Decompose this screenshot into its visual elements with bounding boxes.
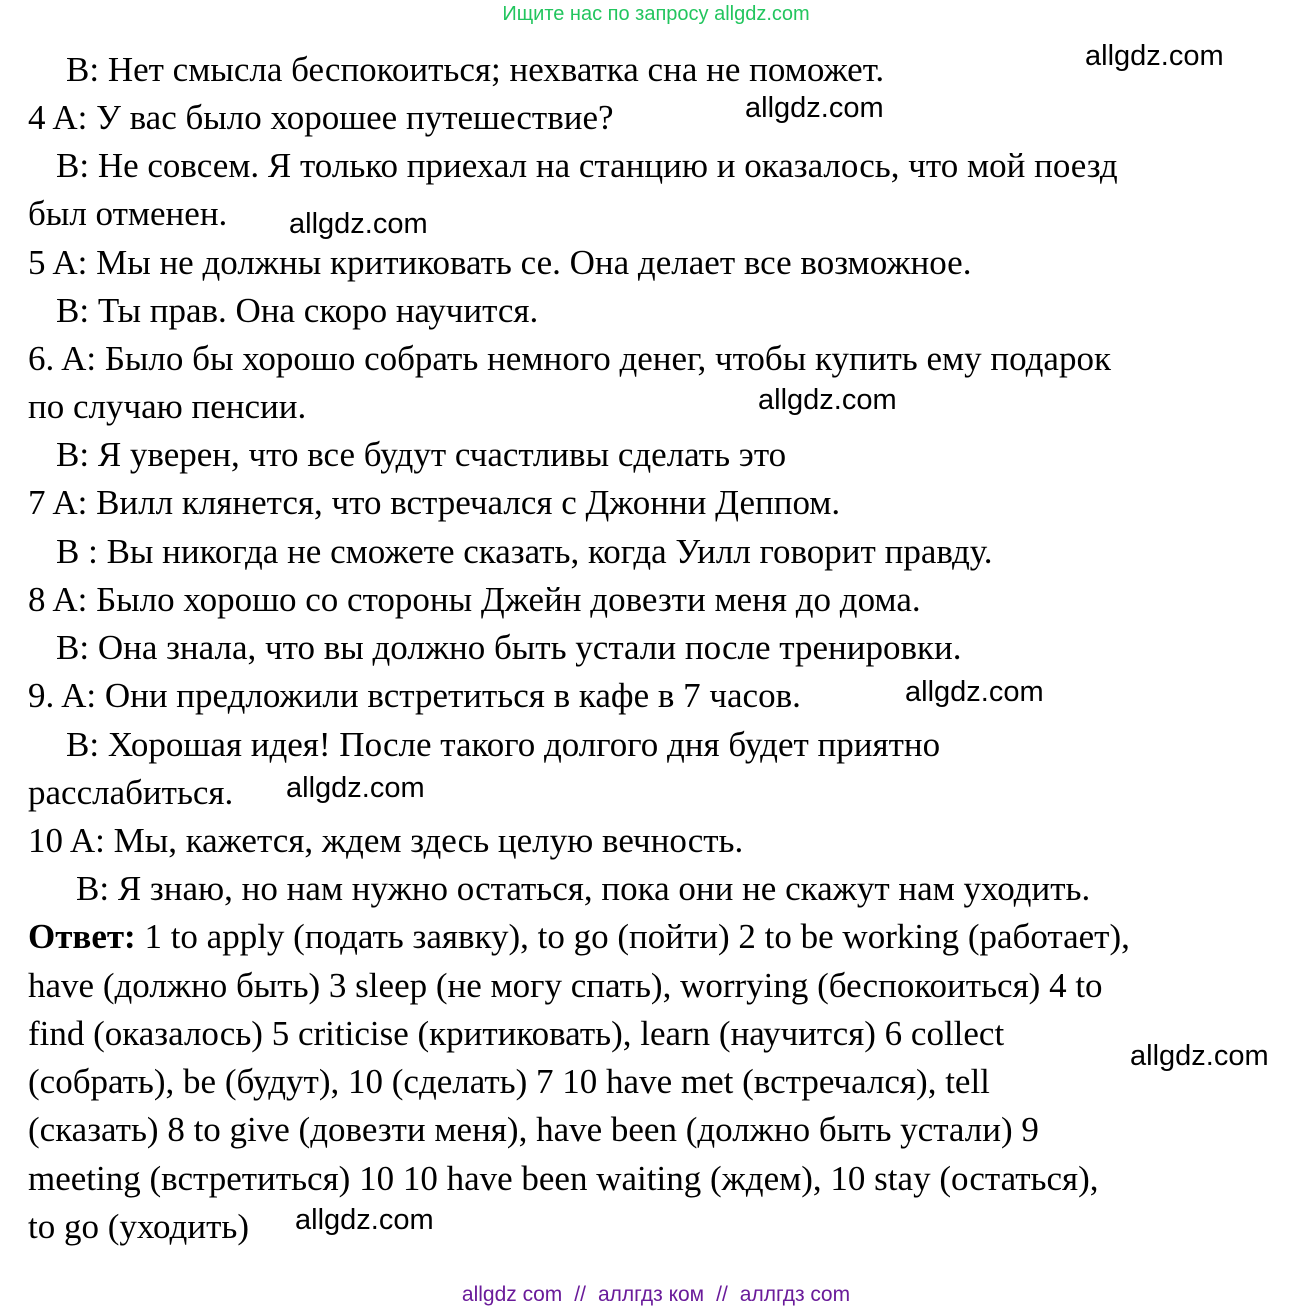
footer-link[interactable]: аллгдз com [739,1283,851,1306]
dialogue-line: B: Ты прав. Она скоро научится. [56,291,539,330]
watermark: allgdz.com [286,772,425,804]
watermark: allgdz.com [745,92,884,124]
dialogue-line: B: Хорошая идея! После такого долгого дня будет приятно [66,725,941,764]
dialogue-line: 6. A: Было бы хорошо собрать немного денег, чтобы купить ему подарок [28,339,1111,378]
answer-line: to go (уходить) [28,1207,249,1246]
dialogue-line: 10 A: Мы, кажется, ждем здесь целую вечность. [28,821,744,860]
watermark: allgdz.com [295,1204,434,1236]
answer-label: Ответ: [28,917,136,956]
answer-line [28,917,1130,957]
footer-separator: // [574,1283,586,1306]
watermark: allgdz.com [1085,40,1224,72]
dialogue-line: B: Я уверен, что все будут счастливы сделать это [56,435,787,474]
watermark: allgdz.com [905,676,1044,708]
dialogue-line: 9. A: Они предложили встретиться в кафе в 7 часов. [28,676,801,715]
dialogue-line: B: Нет смысла беспокоиться; нехватка сна не поможет. [66,50,885,89]
answer-line: (собрать), be (будут), 10 (сделать) 7 10 have met (встречался), tell [28,1062,990,1101]
watermark: allgdz.com [289,208,428,240]
answer-line: have (должно быть) 3 sleep (не могу спать), worrying (беспокоиться) 4 to [28,966,1103,1005]
answer-line: meeting (встретиться) 10 10 have been waiting (ждем), 10 stay (остаться), [28,1159,1099,1198]
dialogue-line: B: Я знаю, но нам нужно остаться, пока они не скажут нам уходить. [76,869,1091,908]
footer-link[interactable]: allgdz com [461,1283,563,1306]
dialogue-line: по случаю пенсии. [28,387,307,426]
dialogue-line: B : Вы никогда не сможете сказать, когда Уилл говорит правду. [56,532,993,571]
dialogue-line: B: Не совсем. Я только приехал на станцию и оказалось, что мой поезд [56,146,1118,185]
dialogue-line: 7 A: Вилл клянется, что встречался с Джонни Деппом. [28,483,841,522]
dialogue-line: B: Она знала, что вы должно быть устали после тренировки. [56,628,962,667]
dialogue-line: 5 A: Мы не должны критиковать се. Она делает все возможное. [28,243,972,282]
footer-separator: // [716,1283,728,1306]
dialogue-line: расслабиться. [28,773,234,812]
answer-line: (сказать) 8 to give (довезти меня), have been (должно быть устали) 9 [28,1110,1039,1149]
dialogue-line: 4 A: У вас было хорошее путешествие? [28,98,614,137]
dialogue-line: 8 A: Было хорошо со стороны Джейн довезти меня до дома. [28,580,921,619]
dialogue-line: был отменен. [28,194,228,233]
answer-text: 1 to apply (подать заявку), to go (пойти) 2 to be working (работает), [135,917,1130,956]
top-banner[interactable]: Ищите нас по запросу allgdz.com [502,3,810,25]
answer-line: find (оказалось) 5 criticise (критиковать), learn (научится) 6 collect [28,1014,1005,1053]
watermark: allgdz.com [758,384,897,416]
watermark: allgdz.com [1130,1040,1269,1072]
footer-link[interactable]: аллгдз ком [597,1283,705,1306]
footer [0,1283,1312,1307]
